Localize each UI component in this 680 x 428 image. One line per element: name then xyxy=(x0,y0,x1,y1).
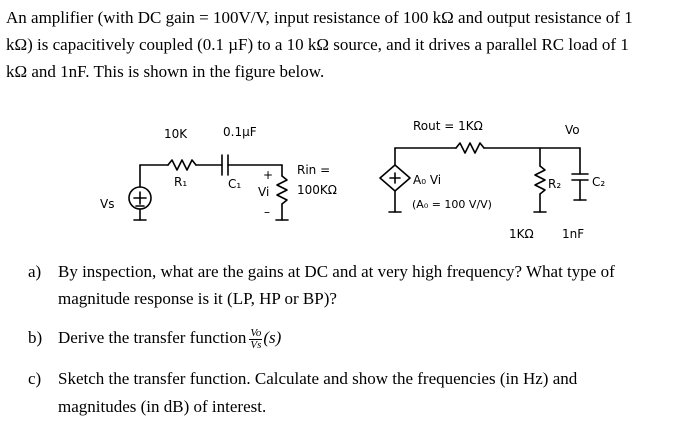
question-c xyxy=(28,365,577,392)
question-c-line-1: Sketch the transfer function. Calculate and show the frequencies (in Hz) and xyxy=(58,369,578,388)
vo-label: Vo xyxy=(565,123,580,137)
question-a-line-2: magnitude response is it (LP, HP or BP)? xyxy=(58,289,337,308)
question-c-line-2: magnitudes (in dB) of interest. xyxy=(58,397,267,416)
r2-value: 1KΩ xyxy=(509,227,534,241)
vi-minus: – xyxy=(264,205,270,219)
resistor-rout-icon xyxy=(456,143,484,153)
question-a-label: a) xyxy=(28,262,42,281)
rin-label: Rin = xyxy=(297,163,331,177)
question-b-label: b) xyxy=(28,328,43,347)
vs-label: Vs xyxy=(100,197,115,211)
fraction-numerator: Vo xyxy=(250,326,262,339)
c1-label: C₁ xyxy=(228,177,242,191)
resistor-r1-icon xyxy=(168,160,196,170)
question-b-suffix: (s) xyxy=(263,328,282,347)
transfer-function-fraction xyxy=(249,328,262,351)
question-a xyxy=(28,258,615,285)
resistor-rin-icon xyxy=(277,176,287,204)
question-b-text: Derive the transfer function xyxy=(58,328,247,347)
vi-plus: + xyxy=(263,168,274,182)
vi-label: Vi xyxy=(258,185,270,199)
question-b xyxy=(28,324,281,351)
question-a-line-1: By inspection, what are the gains at DC and at very high frequency? What type of xyxy=(58,262,615,281)
rin-value: 100KΩ xyxy=(297,183,337,197)
c2-label: C₂ xyxy=(592,175,606,189)
fraction-denominator: Vs xyxy=(250,338,262,351)
resistor-r2-icon xyxy=(535,166,545,194)
gain-label: A₀ Vi xyxy=(413,173,442,187)
c1-value: 0.1µF xyxy=(223,125,257,139)
question-c-label: c) xyxy=(28,369,42,388)
problem-line-1: An amplifier (with DC gain = 100V/V, input resistance of 100 kΩ and output resistance of 1 xyxy=(6,8,633,27)
rout-label: Rout = 1KΩ xyxy=(413,119,483,133)
problem-statement xyxy=(6,4,676,85)
problem-line-3: kΩ and 1nF. This is shown in the figure below. xyxy=(6,62,325,81)
gain-value: (A₀ = 100 V/V) xyxy=(412,198,492,211)
r2-label: R₂ xyxy=(548,177,562,191)
r1-value: 10K xyxy=(164,127,188,141)
r1-label: R₁ xyxy=(174,175,188,189)
problem-line-2: kΩ) is capacitively coupled (0.1 µF) to a 10 kΩ source, and it drives a parallel RC load of 1 xyxy=(6,35,629,54)
c2-value: 1nF xyxy=(562,227,585,241)
circuit-diagram xyxy=(0,108,680,258)
